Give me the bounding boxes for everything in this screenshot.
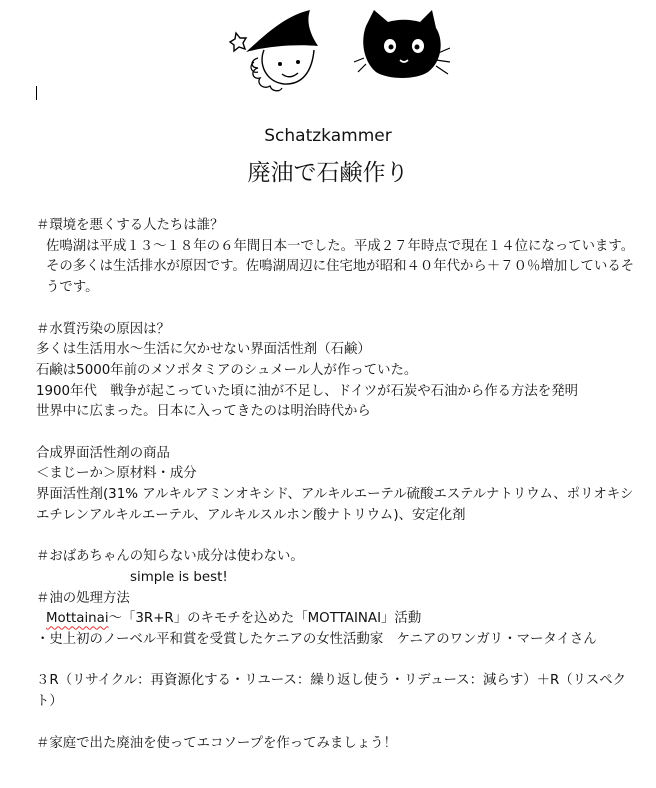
- section-heading-synthetic-surfactant: 合成界面活性剤の商品: [36, 445, 170, 461]
- ingredients-paragraph: 界面活性剤(31% アルキルアミンオキシド、アルキルエーテル硫酸エステルナトリウム、ポリオキシエチレンアルキルエーテル、アルキルスルホン酸ナトリウム)、安定化剤: [36, 487, 634, 523]
- blank-line: [36, 423, 636, 444]
- mottainai-rest: 〜「3R+R」のキモチを込めた「MOTTAINAI」活動: [108, 611, 422, 627]
- section-heading-grandma: ＃おばあちゃんの知らない成分は使わない。: [36, 549, 304, 565]
- witch-and-cat-logo-icon: [218, 6, 450, 100]
- title-schatzkammer: Schatzkammer: [264, 126, 392, 146]
- page-title: 廃油で石鹸作り: [247, 160, 409, 186]
- text-line: 1900年代 戦争が起こっていた頃に油が不足し、ドイツが石炭や石油から作る方法を発明: [36, 383, 578, 399]
- text-line: ・史上初のノーベル平和賞を受賞したケニアの女性活動家 ケニアのワンガリ・マータイさん: [36, 632, 597, 648]
- text-cursor: [36, 86, 37, 100]
- mottainai-word: Mottainai: [46, 611, 109, 627]
- section-heading-eco-soap: ＃家庭で出た廃油を使ってエコソープを作ってみましょう！: [36, 735, 397, 751]
- text-line: ＜まじーか＞原材料・成分: [36, 466, 197, 482]
- text-line: 石鹸は5000年前のメソポタミアのシュメール人が作っていた。: [36, 362, 418, 378]
- 3r-paragraph: ３R（リサイクル：再資源化する・リユース：繰り返し使う・リデュース：減らす）＋R（リスペクト）: [36, 673, 626, 710]
- section-heading-water-pollution: ＃水質汚染の原因は？: [36, 321, 170, 337]
- blank-line: [36, 713, 636, 734]
- section-heading-oil-processing: ＃油の処理方法: [36, 590, 130, 606]
- blank-line: [36, 299, 636, 320]
- section-heading-environment: ＃環境を悪くする人たちは誰？: [36, 218, 224, 233]
- slogan-simple-is-best: simple is best!: [130, 569, 228, 585]
- paragraph-sanaruko: 佐鳴湖は平成１３〜１８年の６年間日本一でした。平成２７年時点で現在１４位になっています。その多くは生活排水が原因です。佐鳴湖周辺に住宅地が昭和４０年代から＋７０％増加しているそうです。: [46, 238, 635, 296]
- document-body: [36, 216, 636, 754]
- text-line: 多くは生活用水〜生活に欠かせない界面活性剤（石鹸）: [36, 342, 371, 358]
- blank-line: [36, 651, 636, 672]
- blank-line: [36, 527, 636, 548]
- mottainai-line: [36, 609, 636, 630]
- text-line: 世界中に広まった。日本に入ってきたのは明治時代から: [36, 404, 371, 420]
